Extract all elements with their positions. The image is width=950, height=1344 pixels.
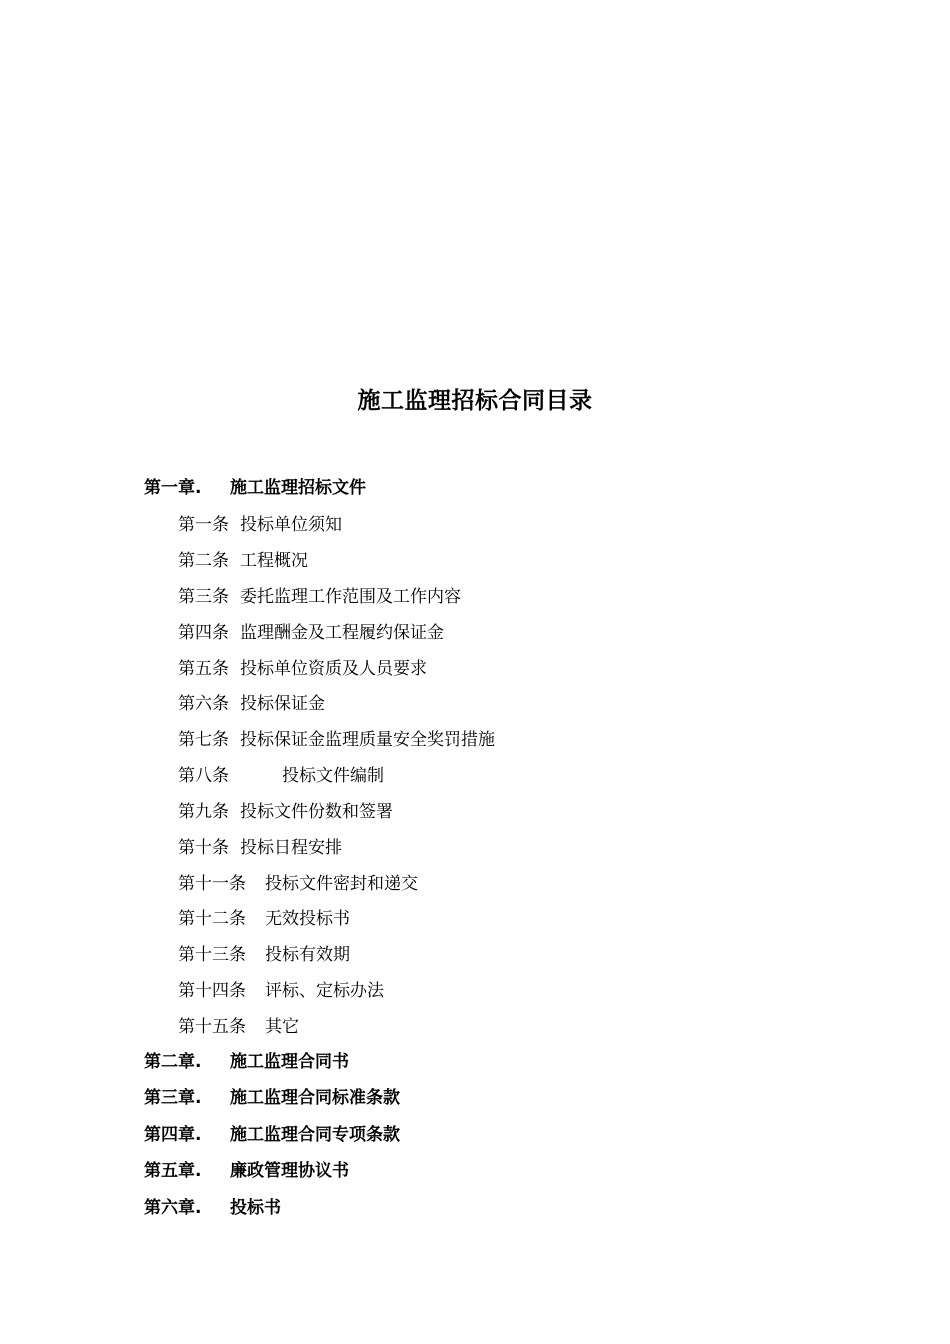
article-number: 第十四条 bbox=[178, 981, 246, 1001]
toc-article-3[interactable] bbox=[178, 585, 461, 609]
article-title: 投标有效期 bbox=[265, 945, 350, 965]
toc-article-14[interactable] bbox=[178, 979, 384, 1003]
toc-article-2[interactable] bbox=[178, 549, 308, 573]
page-title: 施工监理招标合同目录 bbox=[357, 388, 593, 414]
chapter-number: 第四章. bbox=[144, 1125, 202, 1145]
toc-article-12[interactable] bbox=[178, 907, 350, 931]
article-title: 其它 bbox=[265, 1017, 299, 1037]
article-title: 投标保证金监理质量安全奖罚措施 bbox=[240, 730, 495, 750]
article-number: 第一条 bbox=[178, 515, 229, 535]
chapter-title: 投标书 bbox=[230, 1198, 281, 1218]
toc-article-9[interactable] bbox=[178, 800, 393, 824]
article-number: 第九条 bbox=[178, 802, 229, 822]
article-title: 投标保证金 bbox=[240, 694, 325, 714]
article-title: 投标日程安排 bbox=[240, 838, 342, 858]
article-number: 第二条 bbox=[178, 551, 229, 571]
toc-chapter-2[interactable] bbox=[144, 1050, 349, 1074]
toc-article-5[interactable] bbox=[178, 657, 427, 681]
article-number: 第五条 bbox=[178, 659, 229, 679]
chapter-number: 第六章. bbox=[144, 1198, 202, 1218]
chapter-title: 施工监理合同专项条款 bbox=[230, 1125, 400, 1145]
toc-article-11[interactable] bbox=[178, 872, 418, 896]
article-number: 第十五条 bbox=[178, 1017, 246, 1037]
article-number: 第六条 bbox=[178, 694, 229, 714]
toc-article-4[interactable] bbox=[178, 621, 444, 645]
article-title: 无效投标书 bbox=[265, 909, 350, 929]
article-title: 投标文件份数和签署 bbox=[240, 802, 393, 822]
chapter-number: 第五章. bbox=[144, 1161, 202, 1181]
toc-article-15[interactable] bbox=[178, 1015, 299, 1039]
article-title: 投标单位须知 bbox=[240, 515, 342, 535]
article-number: 第十二条 bbox=[178, 909, 246, 929]
chapter-title: 施工监理合同标准条款 bbox=[230, 1088, 400, 1108]
article-title: 投标文件密封和递交 bbox=[265, 874, 418, 894]
article-title: 工程概况 bbox=[240, 551, 308, 571]
chapter-title: 施工监理合同书 bbox=[230, 1052, 349, 1072]
article-title: 监理酬金及工程履约保证金 bbox=[240, 623, 444, 643]
toc-article-1[interactable] bbox=[178, 513, 342, 537]
article-title: 评标、定标办法 bbox=[265, 981, 384, 1001]
chapter-title: 廉政管理协议书 bbox=[230, 1161, 349, 1181]
toc-article-10[interactable] bbox=[178, 836, 342, 860]
chapter-title: 施工监理招标文件 bbox=[230, 478, 366, 498]
article-number: 第十三条 bbox=[178, 945, 246, 965]
toc-chapter-6[interactable] bbox=[144, 1196, 281, 1220]
article-title: 投标文件编制 bbox=[282, 766, 384, 786]
toc-chapter-1[interactable] bbox=[144, 476, 366, 500]
toc-chapter-5[interactable] bbox=[144, 1159, 349, 1183]
chapter-number: 第一章. bbox=[144, 478, 202, 498]
article-number: 第七条 bbox=[178, 730, 229, 750]
article-number: 第十一条 bbox=[178, 874, 246, 894]
toc-article-7[interactable] bbox=[178, 728, 495, 752]
toc-article-13[interactable] bbox=[178, 943, 350, 967]
chapter-number: 第二章. bbox=[144, 1052, 202, 1072]
toc-chapter-4[interactable] bbox=[144, 1123, 400, 1147]
toc-article-6[interactable] bbox=[178, 692, 325, 716]
toc-chapter-3[interactable] bbox=[144, 1086, 400, 1110]
article-number: 第十条 bbox=[178, 838, 229, 858]
article-number: 第三条 bbox=[178, 587, 229, 607]
article-title: 委托监理工作范围及工作内容 bbox=[240, 587, 461, 607]
article-number: 第四条 bbox=[178, 623, 229, 643]
article-title: 投标单位资质及人员要求 bbox=[240, 659, 427, 679]
toc-article-8[interactable] bbox=[178, 764, 384, 788]
article-number: 第八条 bbox=[178, 766, 229, 786]
chapter-number: 第三章. bbox=[144, 1088, 202, 1108]
